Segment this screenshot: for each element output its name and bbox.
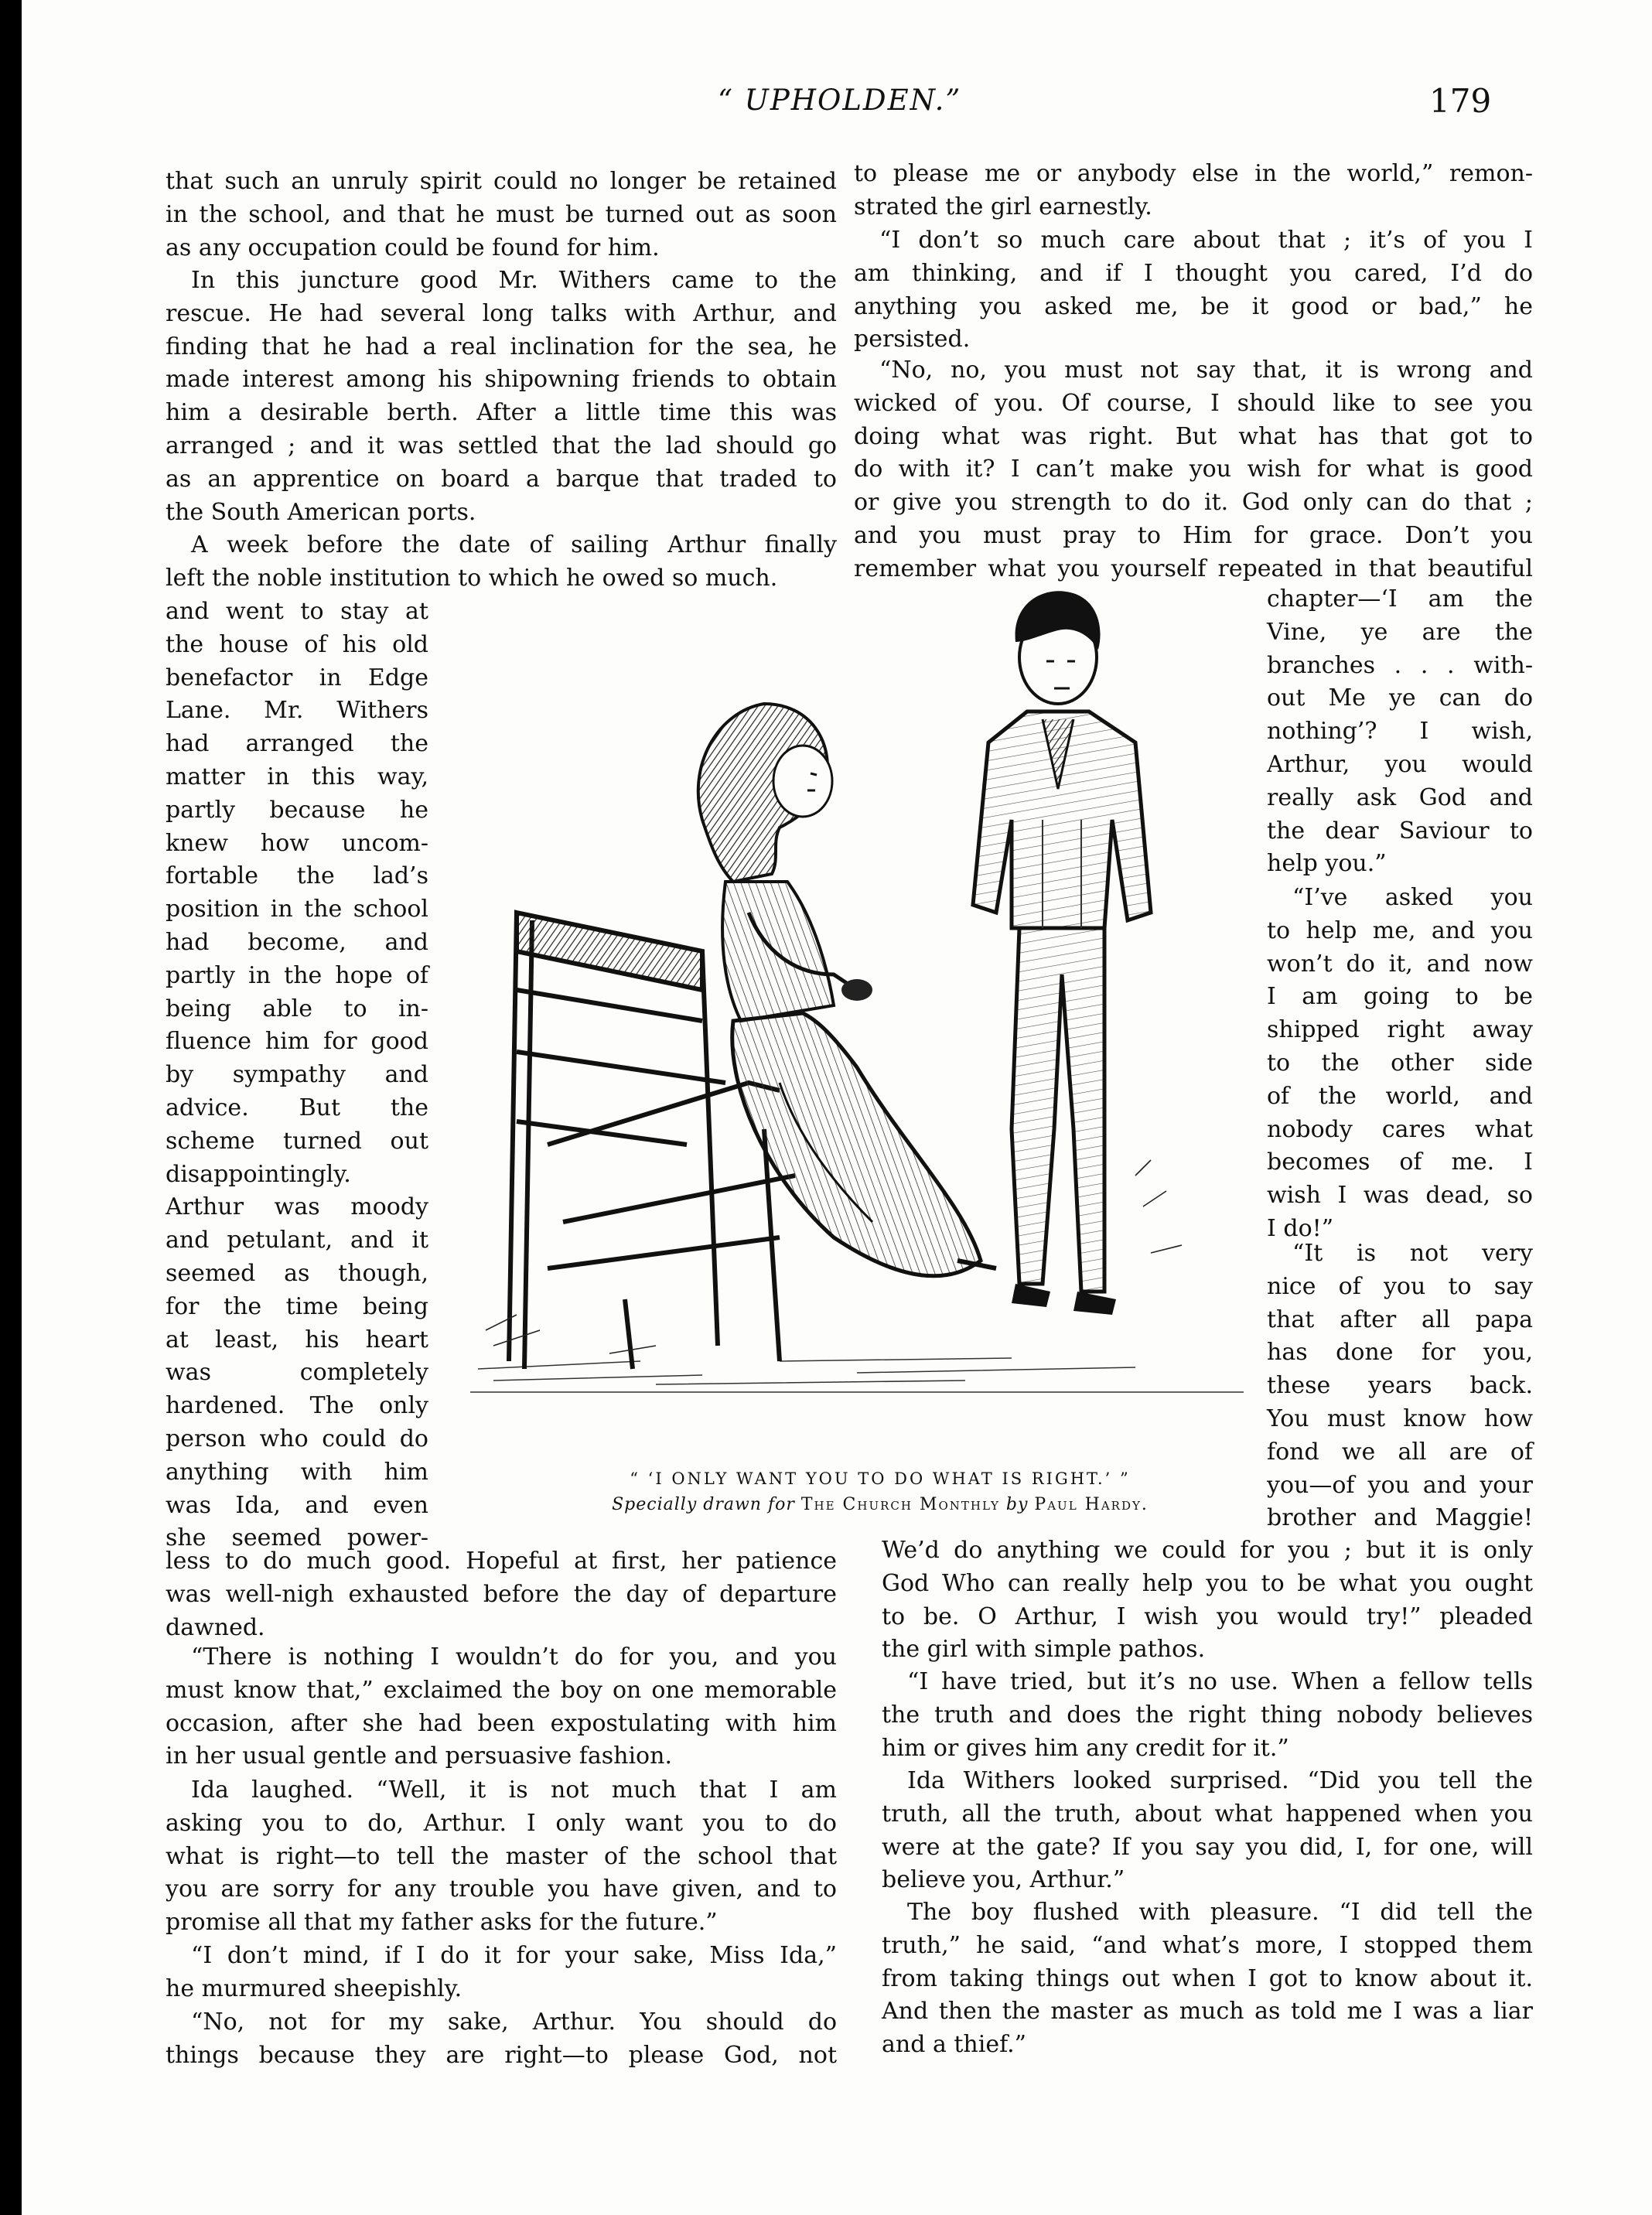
text-line: of the world, and (1267, 1082, 1533, 1110)
text-line: things because they are right—to please God, not (166, 2041, 837, 2069)
text-line: really ask God and (1267, 783, 1533, 811)
text-line: to please me or anybody else in the world,” remon- (854, 160, 1533, 187)
left-paragraph-3-tail (166, 1545, 837, 1644)
text-line: partly in the hope of (166, 961, 428, 989)
text-line: “I have tried, but it’s no use. When a fellow tells (907, 1668, 1533, 1695)
right-paragraph-5-wrap (1267, 1237, 1533, 1535)
scan-border (0, 0, 22, 2215)
text-line: out Me ye can do (1267, 684, 1533, 712)
text-line: being able to in- (166, 995, 428, 1022)
text-line: these years back. (1267, 1372, 1533, 1400)
caption-by: by (1005, 1495, 1029, 1514)
text-line: I do!” (1267, 1214, 1334, 1242)
text-line: doing what was right. But what has that got to (854, 422, 1533, 450)
text-line: had arranged the (166, 730, 428, 758)
text-line: to help me, and you (1267, 916, 1533, 944)
text-line: and a thief.” (882, 2031, 1027, 2059)
text-line: won’t do it, and now (1267, 950, 1533, 978)
text-line: to be. O Arthur, I wish you would try!” pleaded (882, 1602, 1533, 1630)
text-line: truth,” he said, “and what’s more, I stopped them (882, 1931, 1533, 1959)
text-line: Ida Withers looked surprised. “Did you tell the (907, 1767, 1533, 1794)
text-line: by sympathy and (166, 1061, 428, 1089)
caption-publication: The Church Monthly (800, 1495, 1000, 1514)
text-line: occasion, after she had been expostulating with him (166, 1709, 837, 1737)
text-line: branches . . . with- (1267, 651, 1533, 679)
text-line: she seemed power- (166, 1524, 428, 1552)
left-paragraph-6 (166, 1940, 837, 2006)
right-paragraph-2 (854, 224, 1533, 357)
text-line: arranged ; and it was settled that the lad should go (166, 432, 837, 459)
text-line: and petulant, and it (166, 1227, 428, 1254)
text-line: rescue. He had several long talks with Arthur, and (166, 299, 837, 327)
text-line: “I don’t mind, if I do it for your sake, Miss Ida,” (191, 1942, 837, 1969)
text-line: remember what you yourself repeated in that beautiful (854, 555, 1533, 582)
text-line: knew how uncom- (166, 829, 428, 857)
text-line: anything you asked me, be it good or bad,” he (854, 292, 1533, 320)
text-line: “There is nothing I wouldn’t do for you, and you (191, 1643, 837, 1671)
text-line: nothing’? I wish, (1267, 718, 1533, 746)
text-line: advice. But the (166, 1094, 428, 1121)
text-line: in the school, and that he must be turned out as soon (166, 200, 837, 228)
text-line: dawned. (166, 1613, 265, 1641)
text-line: position in the school (166, 896, 428, 923)
text-line: nobody cares what (1267, 1115, 1533, 1143)
ground-shading (470, 1358, 1244, 1392)
text-line: and went to stay at (166, 598, 428, 625)
text-line: as any occupation could be found for him. (166, 234, 660, 261)
text-line: becomes of me. I (1267, 1148, 1533, 1176)
left-paragraph-3-full (166, 529, 837, 596)
text-line: the South American ports. (166, 498, 476, 526)
text-line: do with it? I can’t make you wish for what is good (854, 456, 1533, 483)
text-line: nice of you to say (1267, 1272, 1533, 1300)
text-line: matter in this way, (166, 763, 428, 790)
text-line: you are sorry for any trouble you have given, and to (166, 1875, 837, 1903)
text-line: “No, not for my sake, Arthur. You should do (191, 2009, 837, 2036)
text-line: God Who can really help you to be what you ought (882, 1569, 1533, 1597)
text-line: “I don’t so much care about that ; it’s of you I (879, 227, 1533, 254)
text-line: has done for you, (1267, 1339, 1533, 1367)
right-paragraph-8 (882, 1896, 1533, 2062)
right-paragraph-3-full (854, 354, 1533, 586)
caption-quote: “ ‘I ONLY WANT YOU TO DO WHAT IS RIGHT.’ ” (630, 1469, 1131, 1488)
text-line: less to do much good. Hopeful at first, her patience (166, 1548, 837, 1575)
text-line: to the other side (1267, 1049, 1533, 1077)
text-line: had become, and (166, 928, 428, 956)
seated-girl (698, 704, 996, 1276)
text-line: Arthur was moody (166, 1193, 428, 1221)
left-paragraph-4 (166, 1641, 837, 1773)
text-line: for the time being (166, 1292, 428, 1320)
text-line: fond we all are of (1267, 1438, 1533, 1466)
text-line: that after all papa (1267, 1305, 1533, 1333)
text-line: benefactor in Edge (166, 664, 428, 691)
right-paragraph-7 (882, 1765, 1533, 1897)
running-title: “ UPHOLDEN.” (718, 84, 962, 117)
text-line: as an apprentice on board a barque that traded to (166, 465, 837, 493)
text-line: In this juncture good Mr. Withers came to the (191, 267, 837, 294)
text-line: seemed as though, (166, 1259, 428, 1287)
text-line: made interest among his shipowning friends to obtain (166, 366, 837, 394)
text-line: am thinking, and if I thought you cared, I’d do (854, 259, 1533, 287)
text-line: fluence him for good (166, 1028, 428, 1056)
text-line: chapter—‘I am the (1267, 585, 1533, 613)
text-line: anything with him (166, 1458, 428, 1486)
text-line: left the noble institution to which he owed so much. (166, 564, 778, 592)
caption-credit (517, 1492, 1244, 1518)
text-line: brother and Maggie! (1267, 1504, 1533, 1532)
text-line: help you.” (1267, 850, 1387, 878)
text-line: was Ida, and even (166, 1491, 428, 1519)
text-line: “It is not very (1292, 1240, 1533, 1267)
text-line: and you must pray to Him for grace. Don’t you (854, 521, 1533, 549)
engraving-illustration (470, 588, 1244, 1423)
left-paragraph-5 (166, 1774, 837, 1940)
text-line: fortable the lad’s (166, 862, 428, 890)
text-line: Lane. Mr. Withers (166, 697, 428, 725)
text-line: the girl with simple pathos. (882, 1636, 1206, 1664)
text-line: he murmured sheepishly. (166, 1974, 462, 2002)
right-paragraph-5-tail (882, 1534, 1533, 1667)
text-line: believe you, Arthur.” (882, 1866, 1125, 1894)
text-line: Arthur, you would (1267, 750, 1533, 778)
text-line: wicked of you. Of course, I should like to see you (854, 389, 1533, 417)
right-paragraph-3-wrap (1267, 583, 1533, 881)
text-line: that such an unruly spirit could no longer be retained (166, 168, 837, 195)
text-line: strated the girl earnestly. (854, 193, 1152, 220)
text-line: was well-nigh exhausted before the day of departure (166, 1580, 837, 1608)
text-line: the house of his old (166, 630, 428, 658)
text-line: A week before the date of sailing Arthur finally (191, 531, 837, 558)
text-line: in her usual gentle and persuasive fashion. (166, 1742, 672, 1770)
text-line: persisted. (854, 326, 971, 353)
right-paragraph-6 (882, 1666, 1533, 1765)
book-page (22, 0, 1652, 2215)
text-line: you—of you and your (1267, 1471, 1533, 1499)
right-paragraph-1 (854, 158, 1533, 224)
text-line: I am going to be (1267, 983, 1533, 1011)
standing-boy (973, 591, 1151, 1315)
illustration-caption (517, 1466, 1244, 1518)
page-number: 179 (1429, 82, 1492, 120)
text-line: Ida laughed. “Well, it is not much that I am (191, 1776, 837, 1804)
left-paragraph-1 (166, 166, 837, 265)
text-line: “No, no, you must not say that, it is wrong and (879, 357, 1533, 384)
text-line: or give you strength to do it. God only can do that ; (854, 489, 1533, 517)
text-line: We’d do anything we could for you ; but it is only (882, 1537, 1533, 1564)
right-paragraph-4 (1267, 882, 1533, 1246)
text-line: at least, his heart (166, 1326, 428, 1353)
text-line: disappointingly. (166, 1160, 351, 1188)
text-line: were at the gate? If you say you did, I, for one, will (882, 1833, 1533, 1861)
text-line: him a desirable berth. After a little time this was (166, 399, 837, 427)
text-line: was completely (166, 1359, 428, 1387)
text-line: Vine, ye are the (1267, 618, 1533, 646)
text-line: must know that,” exclaimed the boy on one memorable (166, 1676, 837, 1704)
text-line: wish I was dead, so (1267, 1182, 1533, 1210)
text-line: the dear Saviour to (1267, 817, 1533, 845)
text-line: You must know how (1267, 1404, 1533, 1432)
text-line: scheme turned out (166, 1127, 428, 1155)
text-line: him or gives him any credit for it.” (882, 1734, 1289, 1762)
text-line: promise all that my father asks for the future.” (166, 1909, 718, 1937)
text-line: asking you to do, Arthur. I only want you to do (166, 1809, 837, 1837)
text-line: finding that he had a real inclination for the sea, he (166, 333, 837, 360)
text-line: partly because he (166, 796, 428, 824)
text-line: from taking things out when I got to know about it. (882, 1964, 1533, 1992)
left-paragraph-3-wrap (166, 596, 428, 1555)
text-line: the truth and does the right thing nobody believes (882, 1701, 1533, 1729)
text-line: hardened. The only (166, 1392, 428, 1420)
text-line: The boy flushed with pleasure. “I did tell the (907, 1899, 1533, 1926)
text-line: “I’ve asked you (1292, 884, 1533, 911)
text-line: And then the master as much as told me I was a liar (882, 1998, 1533, 2026)
left-paragraph-2 (166, 265, 837, 529)
text-line: person who could do (166, 1425, 428, 1452)
text-line: truth, all the truth, about what happened when you (882, 1800, 1533, 1828)
text-line: what is right—to tell the master of the school that (166, 1842, 837, 1870)
text-line: shipped right away (1267, 1016, 1533, 1044)
caption-artist: Paul Hardy. (1034, 1495, 1149, 1514)
caption-credit-prefix: Specially drawn for (612, 1495, 795, 1514)
left-paragraph-7 (166, 2006, 837, 2073)
